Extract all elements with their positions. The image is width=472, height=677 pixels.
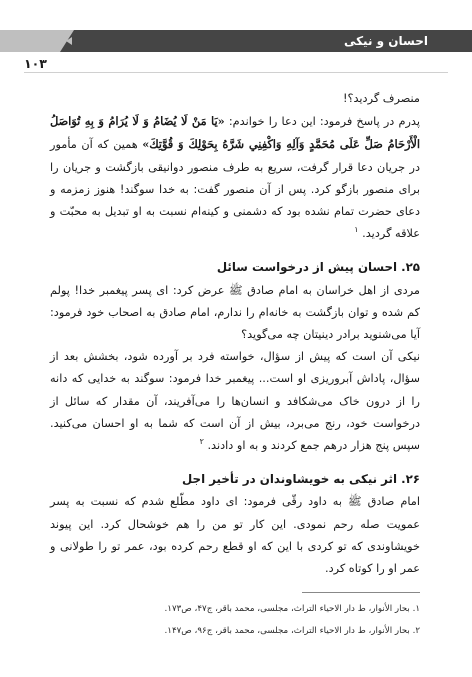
footnote-reference: ۱ — [354, 225, 359, 235]
paragraph-khorasan: مردی از اهل خراسان به امام صادق ﷺ عرض کرد: ای پسر پیغمبر خدا! پولم کم شده و توان بازگشت به خانه‌ام را ندارم، امام صادق به اصحاب خود فرمود: آیا می‌شنوید برادر دینیتان چه می‌گوید؟ — [50, 283, 420, 342]
paragraph-text: نیکی آن است که پیش از سؤال، خواسته فرد بر آورده شود، بخشش بعد از سؤال، پاداش آبروریزی او است... پیغمبر خدا فرمود: سوگند به خدایی که دانه را از درون خاک می‌شکافد و انسان‌ها را می‌آفریند، آن مقدار که سائل از درخواست خود، رنج می‌برد، بیش از آن است که شما به او احسان می‌کنید. سپس پنج هزار درهم جمع کردند و به او دادند. — [50, 350, 420, 453]
running-header-title: احسان و نیکی — [343, 34, 428, 48]
footnote-item: ۲. بحار الأنوار، ط دار الاحیاء التراث، مجلسی، محمد باقر، ج۹۶، ص۱۴۷. — [164, 626, 420, 636]
footnote-divider — [302, 592, 420, 593]
footnote-item: ۱. بحار الأنوار، ط دار الاحیاء التراث، مجلسی، محمد باقر، ج۴۷، ص۱۷۳. — [164, 604, 420, 614]
paragraph-kinship: امام صادق ﷺ به داود رقّی فرمود: ای داود مطّلع شدم که نسبت به پسر عمویت صله رحم نمودی. این کار تو من را هم خوشحال کرد. این پیوند خویشاوندی که تو کردی با این که او قطع رحم کرده بود، عمر تو را طولانی و عمر او را کوتاه کرد. — [50, 495, 420, 576]
section-heading: ۲۶. اثر نیکی به خویشاوندان در تأخیر اجل — [182, 472, 420, 487]
paragraph-text: همین که آن مأمور در جریان دعا قرار گرفت، سریع به طرف منصور دوانیقی بازگشت و جریان را برای منصور بازگو کرد. پس از آن منصور گفت: به خدا سوگند! هنوز زمزمه و دعای حضرت تمام نشده بود که دشمنی و کینه‌ام نسبت به او تبدیل به محبّت و علاقه گردید. — [50, 138, 420, 241]
footnote-reference: ۲ — [199, 437, 204, 447]
paragraph-continuation: منصرف گردید؟! — [342, 92, 420, 105]
header-divider — [24, 72, 448, 73]
paragraph-text: پدرم در پاسخ فرمود: این دعا را خواندم: — [224, 115, 420, 129]
arabic-dua-quote: «يَا مَنْ لَا يُضَامُ وَ لَا يُرَامُ وَ بِهِ تُوَاصَلُ الْأَرْحَامُ صَلِّ عَلَى مُحَمَّدٍ وَآلِهِ وَاكْفِنِي شَرَّهُ بِحَوْلِكَ وَ قُوَّتِكَ» — [50, 114, 420, 152]
paragraph-dua-story — [50, 110, 420, 245]
footnotes — [50, 598, 420, 642]
page-body — [50, 88, 420, 580]
paragraph-charity — [50, 346, 420, 457]
section-heading: ۲۵. احسان پیش از درخواست سائل — [216, 260, 420, 275]
page-number: ۱۰۳ — [24, 56, 47, 71]
header-notch-icon — [66, 37, 72, 45]
